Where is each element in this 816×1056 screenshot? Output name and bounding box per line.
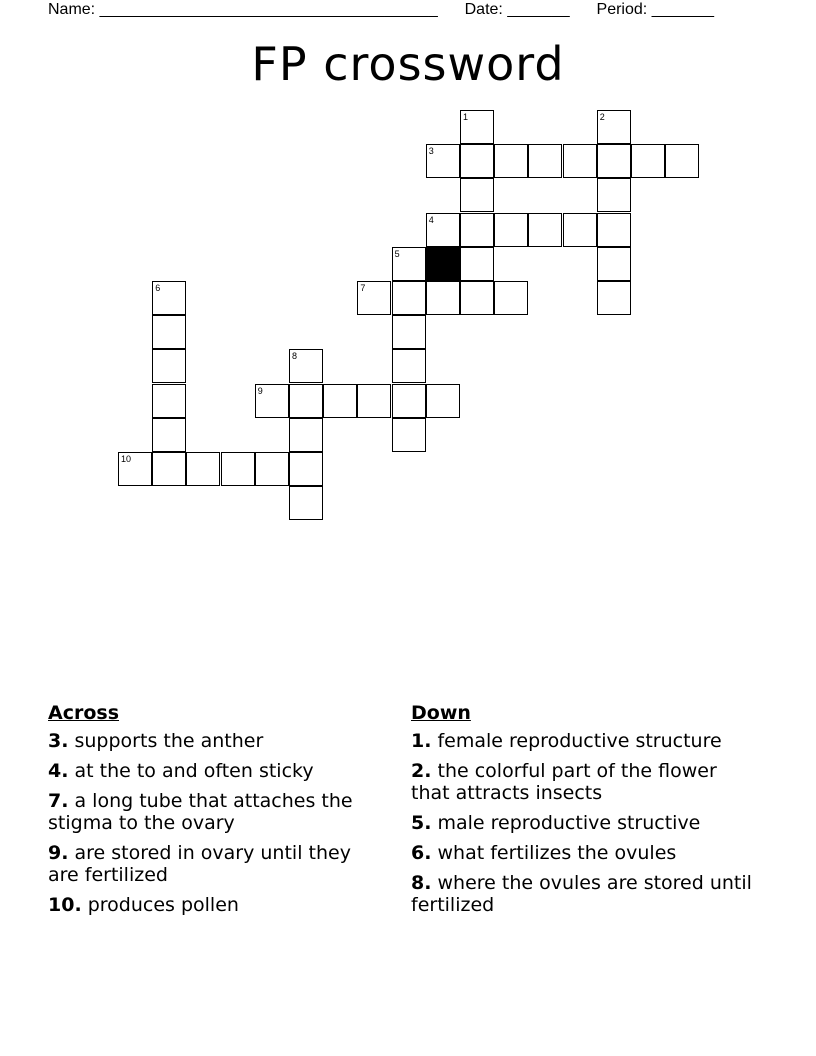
crossword-cell[interactable] — [597, 144, 631, 178]
crossword-cell[interactable] — [255, 384, 289, 418]
crossword-cell[interactable] — [426, 144, 460, 178]
crossword-cell[interactable] — [528, 144, 562, 178]
cell-number: 9 — [257, 385, 263, 396]
crossword-cell[interactable] — [221, 452, 255, 486]
clue-number: 7. — [48, 790, 69, 812]
down-clue — [411, 760, 761, 804]
crossword-cell[interactable] — [597, 213, 631, 247]
crossword-cell[interactable] — [392, 349, 426, 383]
cell-number: 1 — [463, 112, 469, 122]
clue-number: 3. — [48, 730, 69, 752]
clue-text: what fertilizes the ovules — [431, 842, 677, 864]
clue-number: 1. — [411, 730, 432, 752]
name-blank[interactable]: ______________________________________ — [99, 1, 438, 18]
cell-number: 4 — [428, 214, 434, 225]
across-heading: Across — [48, 702, 120, 724]
cell-number: 2 — [599, 112, 605, 122]
period-label: Period: — [596, 1, 648, 18]
cell-number: 3 — [428, 146, 434, 157]
clue-text: are stored in ovary until they are fertilized — [48, 842, 351, 886]
across-clue — [48, 894, 378, 916]
clue-number: 5. — [411, 812, 432, 834]
period-blank[interactable]: _______ — [651, 1, 714, 18]
crossword-cell[interactable] — [357, 384, 391, 418]
cell-number: 8 — [292, 351, 298, 362]
crossword-cell[interactable] — [392, 247, 426, 281]
crossword-cell[interactable] — [152, 452, 186, 486]
crossword-cell[interactable] — [494, 144, 528, 178]
clue-text: produces pollen — [81, 894, 239, 916]
crossword-cell[interactable] — [563, 144, 597, 178]
crossword-cell[interactable] — [323, 384, 357, 418]
across-clue — [48, 730, 378, 752]
crossword-cell[interactable] — [665, 144, 699, 178]
down-clues — [411, 702, 761, 924]
crossword-cell[interactable] — [289, 486, 323, 520]
crossword-cell[interactable] — [152, 418, 186, 452]
clue-number: 6. — [411, 842, 432, 864]
crossword-cell[interactable] — [118, 452, 152, 486]
date-label: Date: — [464, 1, 503, 18]
clue-text: at the to and often sticky — [68, 760, 314, 782]
clue-number: 4. — [48, 760, 69, 782]
crossword-cell[interactable] — [426, 213, 460, 247]
clue-text: supports the anther — [68, 730, 264, 752]
crossword-cell[interactable] — [289, 349, 323, 383]
crossword-cell[interactable] — [597, 281, 631, 315]
crossword-cell[interactable] — [289, 418, 323, 452]
crossword-cell[interactable] — [631, 144, 665, 178]
across-clue — [48, 842, 378, 886]
crossword-cell[interactable] — [392, 384, 426, 418]
crossword-cell[interactable] — [357, 281, 391, 315]
crossword-cell[interactable] — [426, 384, 460, 418]
clue-number: 2. — [411, 760, 432, 782]
down-clue — [411, 812, 761, 834]
across-clue — [48, 760, 378, 782]
crossword-cell[interactable] — [152, 281, 186, 315]
down-clue — [411, 872, 761, 916]
cell-number: 5 — [394, 248, 400, 259]
clue-text: a long tube that attaches the stigma to the ovary — [48, 790, 353, 834]
clue-number: 9. — [48, 842, 69, 864]
crossword-cell[interactable] — [152, 349, 186, 383]
crossword-cell[interactable] — [563, 213, 597, 247]
down-heading: Down — [411, 702, 471, 724]
clue-number: 8. — [411, 872, 432, 894]
clue-text: the colorful part of the flower that attracts insects — [411, 760, 717, 804]
crossword-cell[interactable] — [597, 110, 631, 144]
clue-text: female reproductive structure — [431, 730, 722, 752]
crossword-cell[interactable] — [392, 315, 426, 349]
crossword-cell[interactable] — [460, 247, 494, 281]
crossword-cell[interactable] — [392, 281, 426, 315]
cell-number: 10 — [121, 454, 132, 464]
crossword-cell[interactable] — [392, 418, 426, 452]
crossword-cell[interactable] — [289, 384, 323, 418]
black-square — [426, 247, 460, 281]
crossword-cell[interactable] — [460, 144, 494, 178]
crossword-cell[interactable] — [460, 281, 494, 315]
crossword-cell[interactable] — [289, 452, 323, 486]
down-clue — [411, 842, 761, 864]
clue-number: 10. — [48, 894, 82, 916]
across-clues — [48, 702, 378, 924]
crossword-cell[interactable] — [528, 213, 562, 247]
page-title: FP crossword — [251, 37, 565, 91]
crossword-cell[interactable] — [597, 178, 631, 212]
date-blank[interactable]: _______ — [507, 1, 570, 18]
across-clue-list — [48, 730, 378, 916]
crossword-cell[interactable] — [186, 452, 220, 486]
crossword-cell[interactable] — [152, 384, 186, 418]
cell-number: 7 — [360, 283, 366, 293]
crossword-cell[interactable] — [460, 213, 494, 247]
crossword-cell[interactable] — [426, 281, 460, 315]
across-clue — [48, 790, 378, 834]
crossword-cell[interactable] — [460, 178, 494, 212]
cell-number: 6 — [155, 283, 161, 293]
down-clue-list — [411, 730, 761, 916]
crossword-cell[interactable] — [460, 110, 494, 144]
crossword-cell[interactable] — [255, 452, 289, 486]
clue-text: male reproductive structive — [431, 812, 701, 834]
crossword-cell[interactable] — [494, 213, 528, 247]
clue-text: where the ovules are stored until fertilized — [411, 872, 752, 916]
crossword-cell[interactable] — [152, 315, 186, 349]
crossword-cell[interactable] — [494, 281, 528, 315]
crossword-cell[interactable] — [597, 247, 631, 281]
name-label: Name: — [48, 1, 96, 18]
down-clue — [411, 730, 761, 752]
